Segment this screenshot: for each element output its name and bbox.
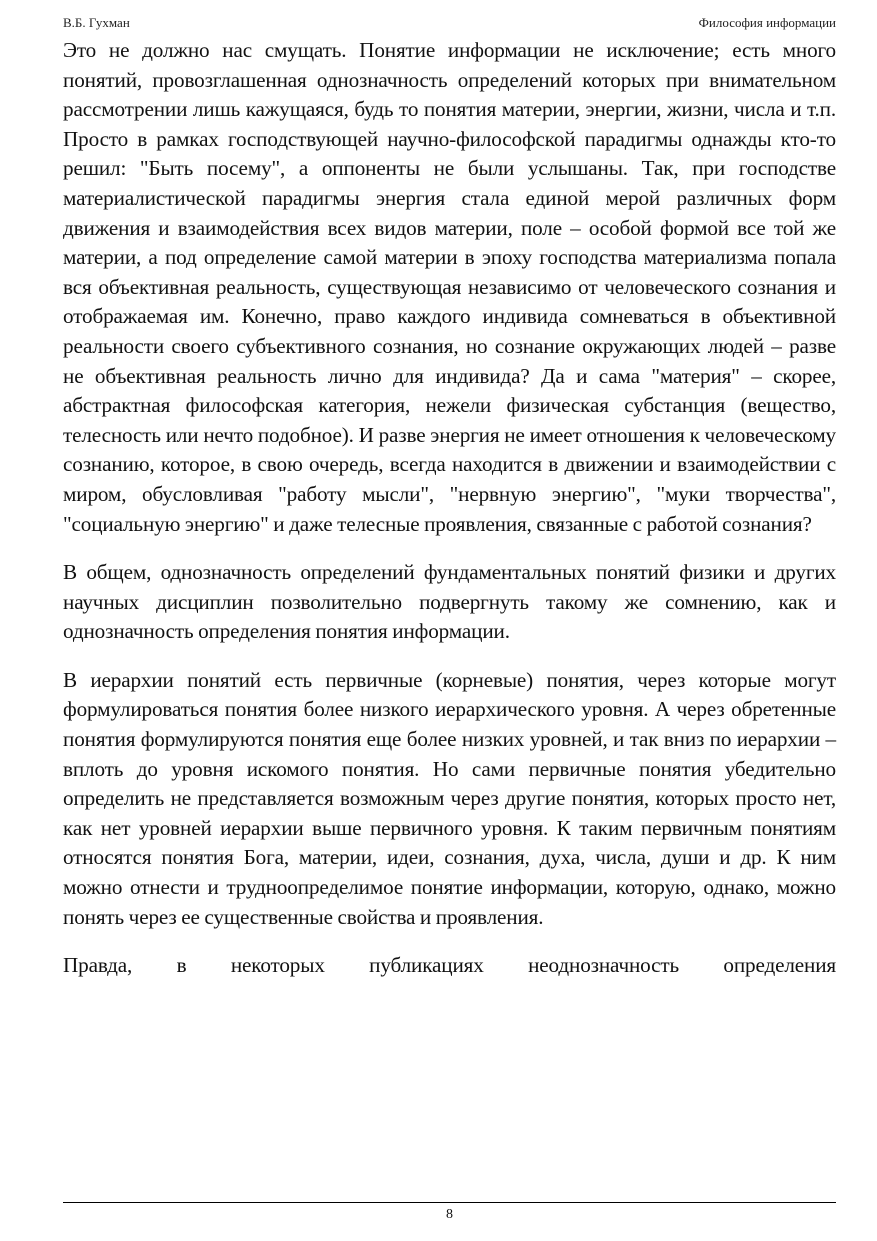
running-header (63, 14, 836, 34)
footer-divider (63, 1202, 836, 1203)
page-number: 8 (446, 1207, 453, 1222)
paragraph: В общем, однозначность определений фундаментальных понятий физики и других научных дисциплин позволительно подвергнуть такому же сомнению, как и однозначность определения понятия информации. (63, 560, 836, 644)
paragraph-continued: Правда, в некоторых публикациях неоднозначность определения (63, 953, 836, 978)
paragraph: В иерархии понятий есть первичные (корневые) понятия, через которые могут формулироваться понятия более низкого иерархического уровня. А через обретенные понятия формулируются понятия еще более низких уровней, и так вниз по иерархии – вплоть до уровня искомого понятия. Но сами первичные понятия убедительно определить не представляется возможным через другие понятия, которых просто нет, как нет уровней иерархии выше первичного уровня. К таким первичным понятиям относятся понятия Бога, материи, идеи, сознания, духа, числа, души и др. К ним можно отнести и трудноопределимое понятие информации, которую, однако, можно понять через ее существенные свойства и проявления. (63, 667, 836, 929)
header-author: В.Б. Гухман (63, 15, 130, 30)
body-text (63, 36, 836, 981)
paragraph: Это не должно нас смущать. Понятие информации не исключение; есть много понятий, провозглашенная однозначность определений которых при внимательном рассмотрении лишь кажущаяся, будь то понятия материи, энергии, жизни, числа и т.п. Просто в рамках господствующей научно-философской парадигмы однажды кто-то решил: "Быть посему", а оппоненты не были услышаны. Так, при господстве материалистической парадигмы энергия стала единой мерой различных форм движения и взаимодействия всех видов материи, поле – особой формой все той же материи, а под определение самой материи в эпоху господства материализма попала вся объективная реальность, существующая независимо от человеческого сознания и отображаемая им. Конечно, право каждого индивида сомневаться в объективной реальности своего субъективного сознания, но сознание окружающих людей – разве не объективная реальность лично для индивида? Да и сама "материя" – скорее, абстрактная философская категория, нежели физическая субстанция (вещество, телесность или нечто подобное). И разве энергия не имеет отношения к человеческому сознанию, которое, в свою очередь, всегда находится в движении и взаимодействии с миром, обусловливая "работу мысли", "нервную энергию", "муки творчества", "социальную энергию" и даже телесные проявления, связанные с работой сознания? (63, 38, 836, 536)
header-book-title: Философия информации (698, 15, 836, 30)
document-page (63, 14, 836, 1229)
